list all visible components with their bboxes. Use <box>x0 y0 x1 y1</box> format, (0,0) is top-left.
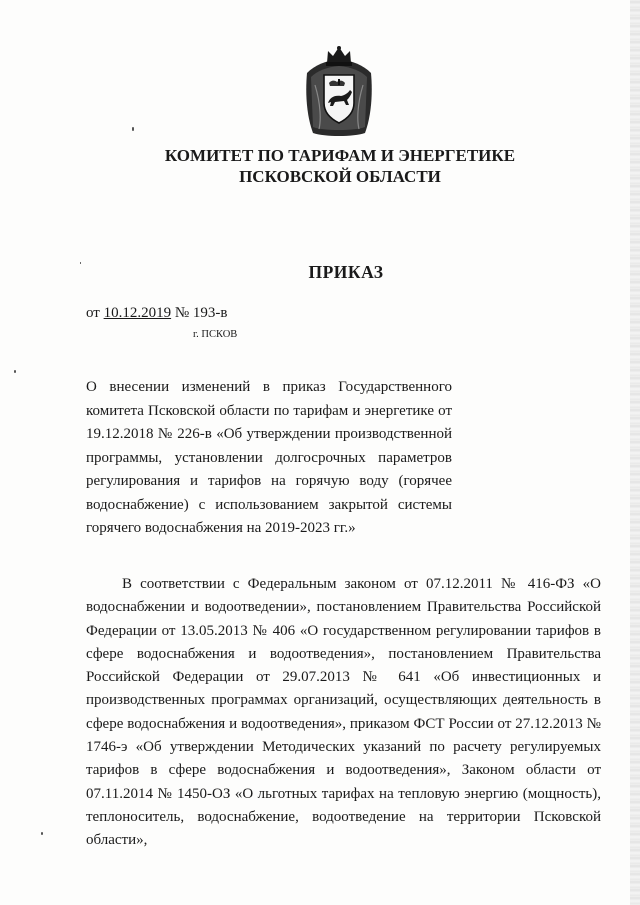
date-prefix: от <box>86 305 100 321</box>
order-number: № 193-в <box>174 305 228 321</box>
organization-title-line-1: КОМИТЕТ ПО ТАРИФАМ И ЭНЕРГЕТИКЕ <box>164 146 516 165</box>
city-label: г. ПСКОВ <box>193 329 238 340</box>
scan-speck <box>41 832 43 835</box>
document-type-title: ПРИКАЗ <box>308 262 384 282</box>
order-date-number-line <box>86 305 228 322</box>
scan-speck <box>132 127 134 131</box>
order-subject: О внесении изменений в приказ Государственного комитета Псковской области по тарифам и энергетике от 19.12.2018 № 226-в «Об утверждении производственной программы, установлении долгосрочных параметров регулирования и тарифов на горячую воду (горячее водоснабжение) с использованием закрытой системы горячего водоснабжения на 2019-2023 гг.» <box>86 379 452 536</box>
order-body-paragraph: В соответствии с Федеральным законом от 07.12.2011 № 416-ФЗ «О водоснабжении и водоотведении», постановлением Правительства Российской Федерации от 13.05.2013 № 406 «О государственном регулировании тарифов в сфере водоснабжения и водоотведения», постановлением Правительства Российской Федерации от 29.07.2013 № 641 «Об инвестиционных и производственных программах организаций, осуществляющих деятельность в сфере водоснабжения и водоотведения», приказом ФСТ России от 27.12.2013 № 1746-э «Об утверждении Методических указаний по расчету регулируемых тарифов в сфере водоснабжения и водоотведения», Законом области от 07.11.2014 № 1450-ОЗ «О льготных тарифах на тепловую энергию (мощность), теплоноситель, водоснабжение, водоотведение на территории Псковской области», <box>86 576 601 849</box>
scan-edge <box>630 0 640 905</box>
organization-title <box>0 145 640 187</box>
organization-title-line-2: ПСКОВСКОЙ ОБЛАСТИ <box>239 167 441 186</box>
order-date: 10.12.2019 <box>103 305 172 321</box>
scan-speck <box>14 370 16 373</box>
pskov-oblast-coat-of-arms-icon <box>297 45 381 141</box>
